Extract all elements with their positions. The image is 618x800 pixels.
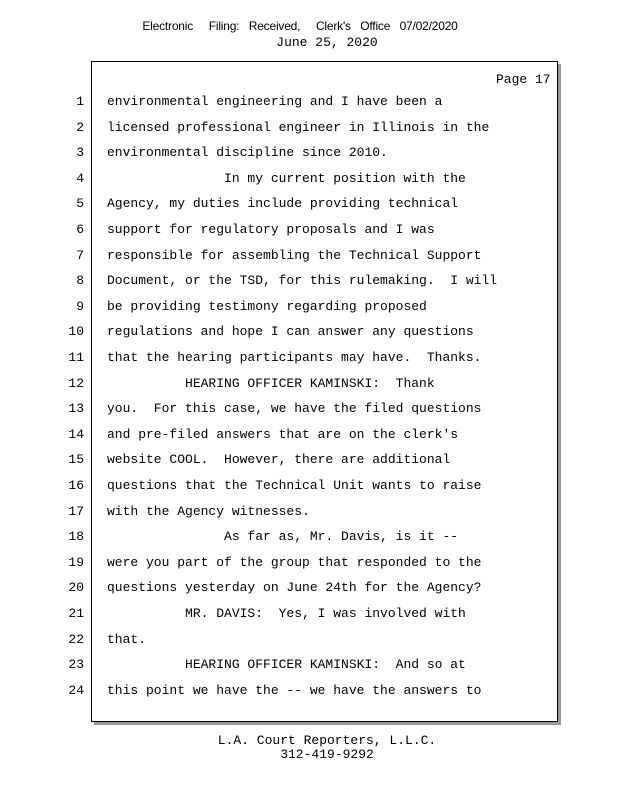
transcript-line <box>0 681 560 701</box>
transcript-line <box>0 553 560 573</box>
line-number: 4 <box>76 171 84 186</box>
line-text: be providing testimony regarding proposed <box>107 299 427 314</box>
line-number: 11 <box>68 350 84 365</box>
line-text: with the Agency witnesses. <box>107 504 310 519</box>
line-text: and pre-filed answers that are on the clerk's <box>107 427 459 442</box>
line-number: 12 <box>68 376 84 391</box>
transcript-line <box>0 169 560 189</box>
line-text: HEARING OFFICER KAMINSKI: Thank <box>107 376 435 391</box>
transcript-line <box>0 271 560 291</box>
transcript-line <box>0 655 560 675</box>
line-text: Agency, my duties include providing technical <box>107 196 459 211</box>
line-text: support for regulatory proposals and I was <box>107 222 435 237</box>
transcript-line <box>0 297 560 317</box>
line-number: 5 <box>76 196 84 211</box>
transcript-line <box>0 502 560 522</box>
line-text: were you part of the group that responded to the <box>107 555 482 570</box>
reporter-company: L.A. Court Reporters, L.L.C. <box>217 733 437 748</box>
line-text: Document, or the TSD, for this rulemaking. I will <box>107 273 498 288</box>
line-number: 24 <box>68 683 84 698</box>
line-text: In my current position with the <box>107 171 466 186</box>
line-number: 17 <box>68 504 84 519</box>
line-text: you. For this case, we have the filed questions <box>107 401 482 416</box>
line-number: 22 <box>68 632 84 647</box>
line-number: 2 <box>76 120 84 135</box>
transcript-line <box>0 450 560 470</box>
page-number: Page 17 <box>496 72 551 87</box>
line-text: As far as, Mr. Davis, is it -- <box>107 529 459 544</box>
line-number: 8 <box>76 273 84 288</box>
line-text: questions yesterday on June 24th for the Agency? <box>107 580 482 595</box>
transcript-date: June 25, 2020 <box>276 35 378 50</box>
line-text: regulations and hope I can answer any questions <box>107 324 474 339</box>
line-text: that the hearing participants may have. Thanks. <box>107 350 482 365</box>
line-number: 19 <box>68 555 84 570</box>
line-text: HEARING OFFICER KAMINSKI: And so at <box>107 657 466 672</box>
line-number: 14 <box>68 427 84 442</box>
transcript-line <box>0 476 560 496</box>
transcript-line <box>0 399 560 419</box>
transcript-line <box>0 527 560 547</box>
transcript-line <box>0 578 560 598</box>
transcript-line <box>0 604 560 624</box>
line-number: 6 <box>76 222 84 237</box>
reporter-phone: 312-419-9292 <box>280 747 374 762</box>
transcript-line <box>0 143 560 163</box>
line-number: 18 <box>68 529 84 544</box>
transcript-line <box>0 92 560 112</box>
transcript-line <box>0 630 560 650</box>
line-number: 15 <box>68 452 84 467</box>
line-text: licensed professional engineer in Illinois in the <box>107 120 490 135</box>
line-text: environmental engineering and I have been a <box>107 94 443 109</box>
transcript-line <box>0 425 560 445</box>
transcript-line <box>0 348 560 368</box>
line-number: 9 <box>76 299 84 314</box>
line-text: MR. DAVIS: Yes, I was involved with <box>107 606 466 621</box>
filing-stamp: Electronic Filing: Received, Clerk's Office 07/02/2020 <box>142 19 458 33</box>
line-number: 3 <box>76 145 84 160</box>
line-text: responsible for assembling the Technical Support <box>107 248 482 263</box>
transcript-line <box>0 194 560 214</box>
line-number: 1 <box>76 94 84 109</box>
transcript-line <box>0 322 560 342</box>
line-number: 10 <box>68 324 84 339</box>
line-text: questions that the Technical Unit wants to raise <box>107 478 482 493</box>
line-text: that. <box>107 632 147 647</box>
transcript-line <box>0 118 560 138</box>
line-number: 21 <box>68 606 84 621</box>
line-number: 7 <box>76 248 84 263</box>
line-text: website COOL. However, there are additional <box>107 452 451 467</box>
transcript-line <box>0 374 560 394</box>
line-text: environmental discipline since 2010. <box>107 145 388 160</box>
line-number: 20 <box>68 580 84 595</box>
line-number: 13 <box>68 401 84 416</box>
transcript-line <box>0 246 560 266</box>
transcript-line <box>0 220 560 240</box>
line-number: 16 <box>68 478 84 493</box>
line-number: 23 <box>68 657 84 672</box>
line-text: this point we have the -- we have the answers to <box>107 683 482 698</box>
